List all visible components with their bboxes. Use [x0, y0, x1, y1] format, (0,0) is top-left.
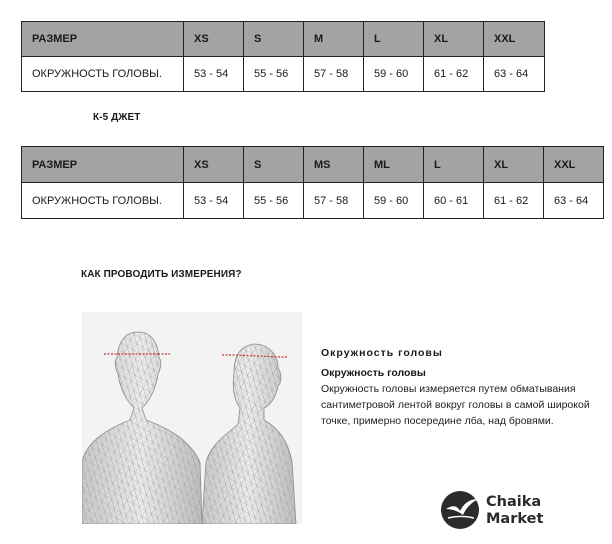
logo-line1: Chaika	[486, 494, 542, 510]
table-row	[22, 57, 545, 92]
table-cell: 59 - 60	[364, 57, 424, 92]
table-row	[22, 183, 604, 219]
table-header-cell: S	[244, 22, 304, 57]
table-cell: 63 - 64	[484, 57, 545, 92]
table-header-cell: XL	[484, 147, 544, 183]
logo-line2: Market	[486, 511, 544, 527]
head-heading: Окружность головы	[321, 347, 443, 359]
logo-text	[486, 494, 543, 528]
table-cell: ОКРУЖНОСТЬ ГОЛОВЫ.	[22, 57, 184, 92]
table-cell: 57 - 58	[304, 183, 364, 219]
size-table-model	[21, 146, 604, 219]
table-header-cell: РАЗМЕР	[22, 147, 184, 183]
measure-title: КАК ПРОВОДИТЬ ИЗМЕРЕНИЯ?	[81, 269, 242, 280]
table-cell: 55 - 56	[244, 183, 304, 219]
table-header-cell: XS	[184, 147, 244, 183]
head-description: Окружность головы измеряется путем обматывания сантиметровой лентой вокруг головы в самой широкой точке, примерно посередине лба, над бровями.	[321, 383, 590, 427]
head-subheading: Окружность головы	[321, 367, 426, 379]
table-header-cell: L	[424, 147, 484, 183]
table-cell: 61 - 62	[424, 57, 484, 92]
table-header-row	[22, 22, 545, 57]
table-header-cell: M	[304, 22, 364, 57]
table-header-cell: S	[244, 147, 304, 183]
table-cell: 53 - 54	[184, 57, 244, 92]
table-header-cell: ML	[364, 147, 424, 183]
table-cell: 63 - 64	[544, 183, 604, 219]
head-measurement-figures-icon	[82, 312, 302, 524]
table-cell: ОКРУЖНОСТЬ ГОЛОВЫ.	[22, 183, 184, 219]
table-cell: 61 - 62	[484, 183, 544, 219]
table-header-cell: XL	[424, 22, 484, 57]
seagull-logo-icon	[440, 487, 486, 533]
table-header-row	[22, 147, 604, 183]
table-cell: 57 - 58	[304, 57, 364, 92]
table-cell: 59 - 60	[364, 183, 424, 219]
table-header-cell: РАЗМЕР	[22, 22, 184, 57]
table-cell: 55 - 56	[244, 57, 304, 92]
table-header-cell: XS	[184, 22, 244, 57]
table-cell: 53 - 54	[184, 183, 244, 219]
model-title: К-5 ДЖЕТ	[93, 112, 141, 123]
table-header-cell: L	[364, 22, 424, 57]
table-header-cell: XXL	[544, 147, 604, 183]
size-table-general	[21, 21, 545, 92]
table-cell: 60 - 61	[424, 183, 484, 219]
table-header-cell: MS	[304, 147, 364, 183]
table-header-cell: XXL	[484, 22, 545, 57]
